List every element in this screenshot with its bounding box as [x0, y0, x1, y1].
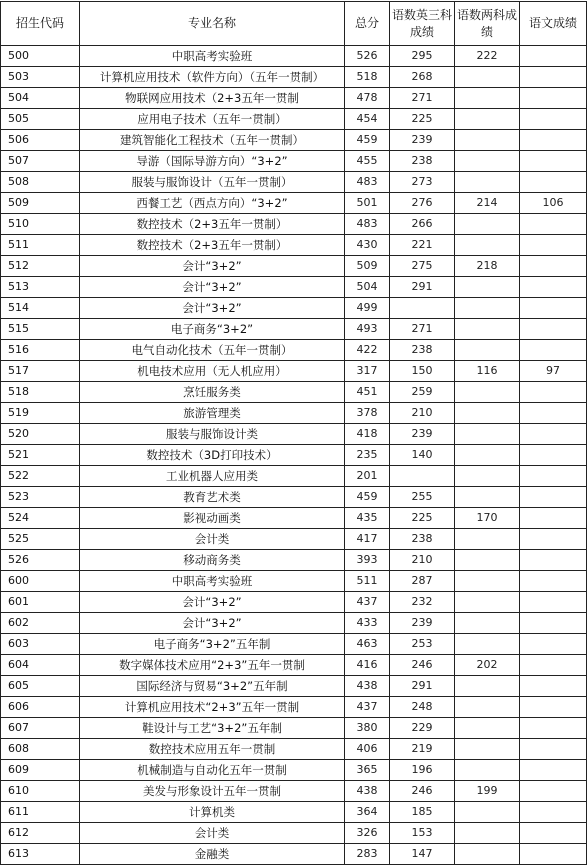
cell-chinese [520, 760, 587, 781]
cell-total: 478 [345, 88, 390, 109]
cell-major-name: 鞋设计与工艺“3+2”五年制 [80, 718, 345, 739]
table-row [1, 88, 587, 109]
header-chinese: 语文成绩 [520, 2, 587, 46]
cell-two-subjects: 222 [455, 46, 520, 67]
cell-code: 517 [1, 361, 80, 382]
cell-code: 518 [1, 382, 80, 403]
cell-three-subjects: 273 [390, 172, 455, 193]
cell-total: 493 [345, 319, 390, 340]
table-row [1, 571, 587, 592]
cell-two-subjects [455, 739, 520, 760]
cell-code: 505 [1, 109, 80, 130]
table-row [1, 823, 587, 844]
cell-code: 610 [1, 781, 80, 802]
cell-chinese [520, 256, 587, 277]
cell-three-subjects: 239 [390, 130, 455, 151]
table-row [1, 781, 587, 802]
cell-total: 437 [345, 697, 390, 718]
table-row [1, 445, 587, 466]
cell-major-name: 计算机应用技术“2+3”五年一贯制 [80, 697, 345, 718]
cell-total: 378 [345, 403, 390, 424]
table-row [1, 613, 587, 634]
cell-code: 520 [1, 424, 80, 445]
cell-three-subjects: 246 [390, 781, 455, 802]
cell-chinese [520, 823, 587, 844]
cell-three-subjects: 275 [390, 256, 455, 277]
cell-three-subjects: 268 [390, 67, 455, 88]
table-row [1, 760, 587, 781]
cell-three-subjects: 140 [390, 445, 455, 466]
cell-code: 506 [1, 130, 80, 151]
cell-major-name: 移动商务类 [80, 550, 345, 571]
cell-total: 437 [345, 592, 390, 613]
cell-chinese [520, 529, 587, 550]
cell-code: 513 [1, 277, 80, 298]
cell-total: 435 [345, 508, 390, 529]
cell-code: 504 [1, 88, 80, 109]
cell-chinese [520, 802, 587, 823]
table-row [1, 277, 587, 298]
cell-three-subjects [390, 298, 455, 319]
cell-two-subjects [455, 214, 520, 235]
cell-total: 509 [345, 256, 390, 277]
cell-chinese [520, 445, 587, 466]
cell-chinese [520, 550, 587, 571]
cell-total: 455 [345, 151, 390, 172]
header-three-subjects: 语数英三科成绩 [390, 2, 455, 46]
table-row [1, 130, 587, 151]
cell-chinese [520, 844, 587, 865]
table-row [1, 361, 587, 382]
header-code: 招生代码 [1, 2, 80, 46]
cell-three-subjects: 287 [390, 571, 455, 592]
cell-total: 422 [345, 340, 390, 361]
cell-chinese [520, 676, 587, 697]
cell-chinese [520, 151, 587, 172]
cell-two-subjects [455, 424, 520, 445]
table-row [1, 340, 587, 361]
cell-total: 406 [345, 739, 390, 760]
cell-two-subjects [455, 760, 520, 781]
cell-chinese [520, 340, 587, 361]
cell-three-subjects: 248 [390, 697, 455, 718]
cell-major-name: 服装与服饰设计类 [80, 424, 345, 445]
cell-major-name: 美发与形象设计五年一贯制 [80, 781, 345, 802]
cell-major-name: 教育艺术类 [80, 487, 345, 508]
cell-major-name: 国际经济与贸易“3+2”五年制 [80, 676, 345, 697]
cell-two-subjects [455, 445, 520, 466]
cell-two-subjects [455, 382, 520, 403]
cell-total: 459 [345, 130, 390, 151]
cell-total: 501 [345, 193, 390, 214]
cell-total: 418 [345, 424, 390, 445]
cell-three-subjects: 210 [390, 550, 455, 571]
cell-two-subjects [455, 277, 520, 298]
cell-total: 483 [345, 172, 390, 193]
cell-total: 283 [345, 844, 390, 865]
cell-chinese [520, 424, 587, 445]
table-row [1, 235, 587, 256]
cell-two-subjects [455, 130, 520, 151]
cell-three-subjects: 276 [390, 193, 455, 214]
cell-major-name: 机械制造与自动化五年一贯制 [80, 760, 345, 781]
cell-two-subjects [455, 844, 520, 865]
table-row [1, 739, 587, 760]
cell-chinese [520, 571, 587, 592]
cell-three-subjects: 291 [390, 277, 455, 298]
cell-chinese [520, 655, 587, 676]
cell-code: 509 [1, 193, 80, 214]
cell-chinese [520, 781, 587, 802]
table-row [1, 172, 587, 193]
cell-chinese [520, 235, 587, 256]
cell-code: 605 [1, 676, 80, 697]
cell-three-subjects: 239 [390, 613, 455, 634]
table-row [1, 592, 587, 613]
cell-major-name: 会计类 [80, 823, 345, 844]
cell-major-name: 会计“3+2” [80, 277, 345, 298]
cell-two-subjects [455, 298, 520, 319]
cell-major-name: 数控技术（2+3五年一贯制） [80, 214, 345, 235]
cell-chinese [520, 508, 587, 529]
cell-chinese [520, 277, 587, 298]
cell-three-subjects: 210 [390, 403, 455, 424]
cell-total: 459 [345, 487, 390, 508]
table-row [1, 319, 587, 340]
cell-chinese [520, 130, 587, 151]
cell-major-name: 工业机器人应用类 [80, 466, 345, 487]
table-row [1, 151, 587, 172]
cell-major-name: 数控技术应用五年一贯制 [80, 739, 345, 760]
table-row [1, 655, 587, 676]
cell-code: 609 [1, 760, 80, 781]
cell-three-subjects: 229 [390, 718, 455, 739]
cell-code: 608 [1, 739, 80, 760]
cell-code: 526 [1, 550, 80, 571]
cell-chinese [520, 298, 587, 319]
cell-code: 600 [1, 571, 80, 592]
cell-three-subjects: 253 [390, 634, 455, 655]
cell-two-subjects [455, 466, 520, 487]
cell-three-subjects: 238 [390, 529, 455, 550]
cell-code: 603 [1, 634, 80, 655]
cell-two-subjects: 202 [455, 655, 520, 676]
cell-two-subjects [455, 403, 520, 424]
cell-three-subjects: 147 [390, 844, 455, 865]
cell-three-subjects: 225 [390, 508, 455, 529]
cell-major-name: 计算机类 [80, 802, 345, 823]
cell-major-name: 金融类 [80, 844, 345, 865]
cell-chinese [520, 67, 587, 88]
table-row [1, 529, 587, 550]
cell-major-name: 电子商务“3+2”五年制 [80, 634, 345, 655]
cell-two-subjects: 218 [455, 256, 520, 277]
cell-three-subjects: 238 [390, 340, 455, 361]
cell-total: 451 [345, 382, 390, 403]
cell-two-subjects [455, 613, 520, 634]
cell-code: 507 [1, 151, 80, 172]
cell-code: 508 [1, 172, 80, 193]
cell-major-name: 会计“3+2” [80, 592, 345, 613]
cell-two-subjects: 170 [455, 508, 520, 529]
cell-two-subjects [455, 550, 520, 571]
cell-major-name: 物联网应用技术（2+3五年一贯制 [80, 88, 345, 109]
cell-major-name: 数控技术（3D打印技术） [80, 445, 345, 466]
cell-code: 601 [1, 592, 80, 613]
cell-code: 512 [1, 256, 80, 277]
cell-total: 511 [345, 571, 390, 592]
cell-chinese [520, 592, 587, 613]
cell-three-subjects: 271 [390, 88, 455, 109]
cell-code: 611 [1, 802, 80, 823]
header-total: 总分 [345, 2, 390, 46]
cell-chinese [520, 172, 587, 193]
cell-major-name: 电子商务“3+2” [80, 319, 345, 340]
header-row [1, 2, 587, 46]
cell-total: 438 [345, 676, 390, 697]
cell-major-name: 会计类 [80, 529, 345, 550]
table-row [1, 256, 587, 277]
cell-chinese [520, 109, 587, 130]
cell-three-subjects: 259 [390, 382, 455, 403]
cell-major-name: 数字媒体技术应用“2+3”五年一贯制 [80, 655, 345, 676]
cell-three-subjects: 185 [390, 802, 455, 823]
cell-two-subjects [455, 676, 520, 697]
table-row [1, 109, 587, 130]
table-row [1, 46, 587, 67]
table-row [1, 844, 587, 865]
table-row [1, 214, 587, 235]
cell-major-name: 西餐工艺（西点方向）“3+2” [80, 193, 345, 214]
cell-three-subjects: 153 [390, 823, 455, 844]
table-row [1, 424, 587, 445]
cell-code: 515 [1, 319, 80, 340]
cell-major-name: 会计“3+2” [80, 298, 345, 319]
cell-total: 526 [345, 46, 390, 67]
cell-three-subjects: 196 [390, 760, 455, 781]
table-row [1, 487, 587, 508]
table-row [1, 718, 587, 739]
header-two-subjects: 语数两科成绩 [455, 2, 520, 46]
cell-code: 525 [1, 529, 80, 550]
cell-code: 516 [1, 340, 80, 361]
cell-total: 393 [345, 550, 390, 571]
cell-code: 514 [1, 298, 80, 319]
table-row [1, 193, 587, 214]
cell-code: 503 [1, 67, 80, 88]
table-row [1, 67, 587, 88]
cell-chinese [520, 739, 587, 760]
cell-three-subjects: 295 [390, 46, 455, 67]
cell-total: 504 [345, 277, 390, 298]
cell-code: 519 [1, 403, 80, 424]
table-row [1, 676, 587, 697]
cell-major-name: 应用电子技术（五年一贯制） [80, 109, 345, 130]
cell-chinese: 106 [520, 193, 587, 214]
cell-three-subjects [390, 466, 455, 487]
header-name: 专业名称 [80, 2, 345, 46]
cell-code: 511 [1, 235, 80, 256]
cell-three-subjects: 232 [390, 592, 455, 613]
cell-chinese [520, 613, 587, 634]
cell-three-subjects: 221 [390, 235, 455, 256]
cell-major-name: 机电技术应用（无人机应用） [80, 361, 345, 382]
cell-code: 606 [1, 697, 80, 718]
cell-major-name: 会计“3+2” [80, 256, 345, 277]
cell-three-subjects: 271 [390, 319, 455, 340]
cell-code: 613 [1, 844, 80, 865]
cell-major-name: 数控技术（2+3五年一贯制） [80, 235, 345, 256]
table-row [1, 634, 587, 655]
cell-two-subjects: 199 [455, 781, 520, 802]
cell-chinese [520, 214, 587, 235]
cell-two-subjects [455, 67, 520, 88]
cell-total: 463 [345, 634, 390, 655]
table-body [1, 46, 587, 865]
cell-total: 499 [345, 298, 390, 319]
table-row [1, 403, 587, 424]
cell-two-subjects: 214 [455, 193, 520, 214]
cell-two-subjects [455, 109, 520, 130]
cell-total: 380 [345, 718, 390, 739]
cell-two-subjects [455, 697, 520, 718]
table-row [1, 697, 587, 718]
cell-three-subjects: 291 [390, 676, 455, 697]
cell-major-name: 旅游管理类 [80, 403, 345, 424]
cell-total: 454 [345, 109, 390, 130]
cell-code: 500 [1, 46, 80, 67]
cell-total: 417 [345, 529, 390, 550]
cell-chinese [520, 382, 587, 403]
cell-two-subjects [455, 319, 520, 340]
cell-three-subjects: 246 [390, 655, 455, 676]
cell-two-subjects [455, 634, 520, 655]
cell-chinese [520, 319, 587, 340]
table-row [1, 550, 587, 571]
cell-chinese [520, 718, 587, 739]
cell-major-name: 计算机应用技术（软件方向）（五年一贯制） [80, 67, 345, 88]
cell-code: 510 [1, 214, 80, 235]
cell-major-name: 电气自动化技术（五年一贯制） [80, 340, 345, 361]
admission-score-table [0, 1, 587, 865]
cell-code: 524 [1, 508, 80, 529]
cell-two-subjects [455, 802, 520, 823]
cell-total: 416 [345, 655, 390, 676]
cell-three-subjects: 255 [390, 487, 455, 508]
cell-three-subjects: 238 [390, 151, 455, 172]
cell-total: 365 [345, 760, 390, 781]
cell-chinese [520, 634, 587, 655]
cell-total: 430 [345, 235, 390, 256]
cell-chinese [520, 403, 587, 424]
cell-major-name: 烹饪服务类 [80, 382, 345, 403]
cell-major-name: 导游（国际导游方向）“3+2” [80, 151, 345, 172]
cell-major-name: 服装与服饰设计（五年一贯制） [80, 172, 345, 193]
cell-total: 364 [345, 802, 390, 823]
table-row [1, 802, 587, 823]
cell-total: 483 [345, 214, 390, 235]
cell-code: 612 [1, 823, 80, 844]
cell-three-subjects: 239 [390, 424, 455, 445]
table-row [1, 466, 587, 487]
cell-code: 523 [1, 487, 80, 508]
cell-two-subjects [455, 172, 520, 193]
cell-three-subjects: 150 [390, 361, 455, 382]
cell-two-subjects [455, 823, 520, 844]
cell-code: 604 [1, 655, 80, 676]
cell-two-subjects [455, 529, 520, 550]
cell-two-subjects [455, 718, 520, 739]
cell-chinese [520, 88, 587, 109]
cell-two-subjects: 116 [455, 361, 520, 382]
cell-two-subjects [455, 235, 520, 256]
cell-code: 522 [1, 466, 80, 487]
cell-chinese: 97 [520, 361, 587, 382]
cell-total: 433 [345, 613, 390, 634]
cell-chinese [520, 487, 587, 508]
cell-two-subjects [455, 340, 520, 361]
cell-two-subjects [455, 592, 520, 613]
cell-three-subjects: 219 [390, 739, 455, 760]
cell-code: 607 [1, 718, 80, 739]
cell-two-subjects [455, 151, 520, 172]
cell-code: 602 [1, 613, 80, 634]
cell-three-subjects: 266 [390, 214, 455, 235]
cell-total: 317 [345, 361, 390, 382]
cell-total: 201 [345, 466, 390, 487]
table-row [1, 508, 587, 529]
table-row [1, 298, 587, 319]
table-row [1, 382, 587, 403]
cell-chinese [520, 466, 587, 487]
cell-major-name: 影视动画类 [80, 508, 345, 529]
cell-major-name: 会计“3+2” [80, 613, 345, 634]
cell-chinese [520, 697, 587, 718]
cell-three-subjects: 225 [390, 109, 455, 130]
cell-major-name: 中职高考实验班 [80, 46, 345, 67]
cell-total: 326 [345, 823, 390, 844]
cell-major-name: 建筑智能化工程技术（五年一贯制） [80, 130, 345, 151]
cell-two-subjects [455, 571, 520, 592]
cell-major-name: 中职高考实验班 [80, 571, 345, 592]
cell-total: 518 [345, 67, 390, 88]
cell-two-subjects [455, 88, 520, 109]
cell-code: 521 [1, 445, 80, 466]
cell-total: 235 [345, 445, 390, 466]
cell-two-subjects [455, 487, 520, 508]
cell-chinese [520, 46, 587, 67]
cell-total: 438 [345, 781, 390, 802]
